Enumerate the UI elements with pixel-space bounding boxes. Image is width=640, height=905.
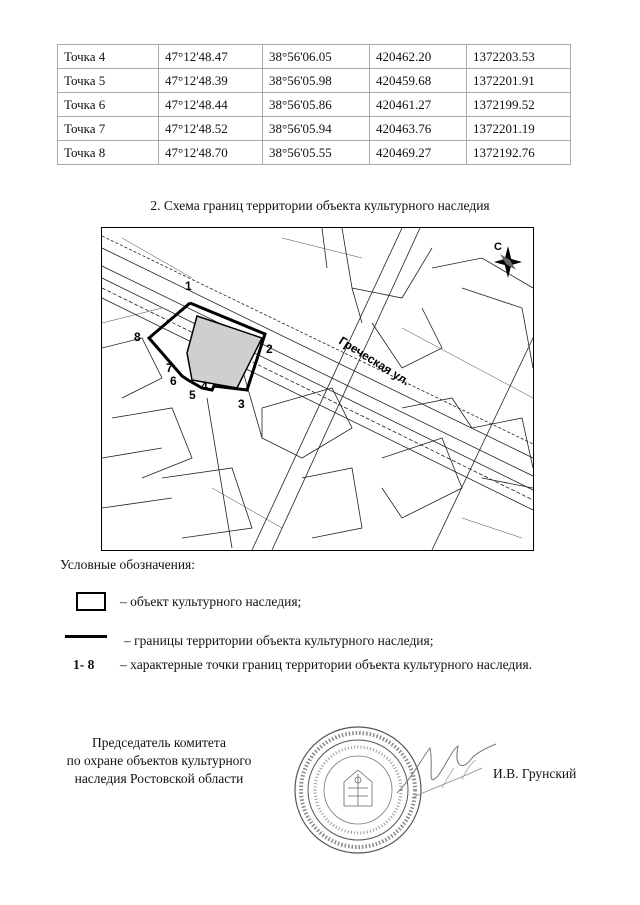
point-label-7: 7 — [166, 361, 173, 375]
table-row — [58, 141, 571, 165]
table-cell: 47°12'48.47 — [159, 45, 263, 69]
table-cell: Точка 6 — [58, 93, 159, 117]
table-row — [58, 69, 571, 93]
table-row — [58, 117, 571, 141]
boundary-map — [101, 227, 534, 551]
table-cell: Точка 5 — [58, 69, 159, 93]
point-label-1: 1 — [185, 279, 192, 293]
legend-boundary-text: – границы территории объекта культурного наследия; — [124, 633, 434, 648]
coordinates-table — [57, 44, 571, 165]
table-cell: 420463.76 — [370, 117, 467, 141]
point-label-4: 4 — [201, 379, 208, 393]
legend-boundary-symbol — [65, 635, 107, 638]
legend-object-symbol — [76, 592, 106, 611]
table-cell: 38°56'05.94 — [263, 117, 370, 141]
table-cell: 1372201.91 — [467, 69, 571, 93]
street-label: Греческая ул. — [336, 333, 413, 389]
position-line-3: наследия Ростовской области — [74, 771, 244, 786]
table-cell: 47°12'48.52 — [159, 117, 263, 141]
table-row — [58, 45, 571, 69]
table-cell: 38°56'05.55 — [263, 141, 370, 165]
table-cell: Точка 8 — [58, 141, 159, 165]
signatory-name: И.В. Грунский — [493, 766, 577, 781]
legend-points-text: – характерные точки границ территории объекта культурного наследия. — [120, 657, 533, 672]
compass-north-label: С — [494, 241, 502, 253]
table-cell: 47°12'48.44 — [159, 93, 263, 117]
table-row — [58, 93, 571, 117]
point-label-3: 3 — [238, 397, 245, 411]
position-line-2: по охране объектов культурного — [66, 753, 252, 768]
table-cell: 1372192.76 — [467, 141, 571, 165]
table-cell: 38°56'05.86 — [263, 93, 370, 117]
legend-points-symbol: 1- 8 — [73, 657, 95, 672]
table-cell: 1372203.53 — [467, 45, 571, 69]
cadastral-map-drawing — [102, 228, 533, 550]
point-label-6: 6 — [170, 374, 177, 388]
table-cell: Точка 7 — [58, 117, 159, 141]
scheme-title: 2. Схема границ территории объекта культурного наследия — [150, 198, 490, 213]
table-cell: 1372199.52 — [467, 93, 571, 117]
table-cell: 38°56'06.05 — [263, 45, 370, 69]
table-cell: 420461.27 — [370, 93, 467, 117]
point-label-2: 2 — [266, 342, 273, 356]
table-cell: 47°12'48.70 — [159, 141, 263, 165]
legend-title: Условные обозначения: — [60, 557, 196, 572]
table-cell: 38°56'05.98 — [263, 69, 370, 93]
table-cell: 420459.68 — [370, 69, 467, 93]
table-cell: 420462.20 — [370, 45, 467, 69]
table-cell: 420469.27 — [370, 141, 467, 165]
handwritten-signature-icon — [392, 738, 502, 808]
point-label-5: 5 — [189, 388, 196, 402]
point-label-8: 8 — [134, 330, 141, 344]
position-line-1: Председатель комитета — [92, 735, 226, 750]
table-cell: Точка 4 — [58, 45, 159, 69]
signatory-position — [54, 734, 264, 788]
table-cell: 47°12'48.39 — [159, 69, 263, 93]
table-cell: 1372201.19 — [467, 117, 571, 141]
legend-object-text: – объект культурного наследия; — [120, 594, 302, 609]
